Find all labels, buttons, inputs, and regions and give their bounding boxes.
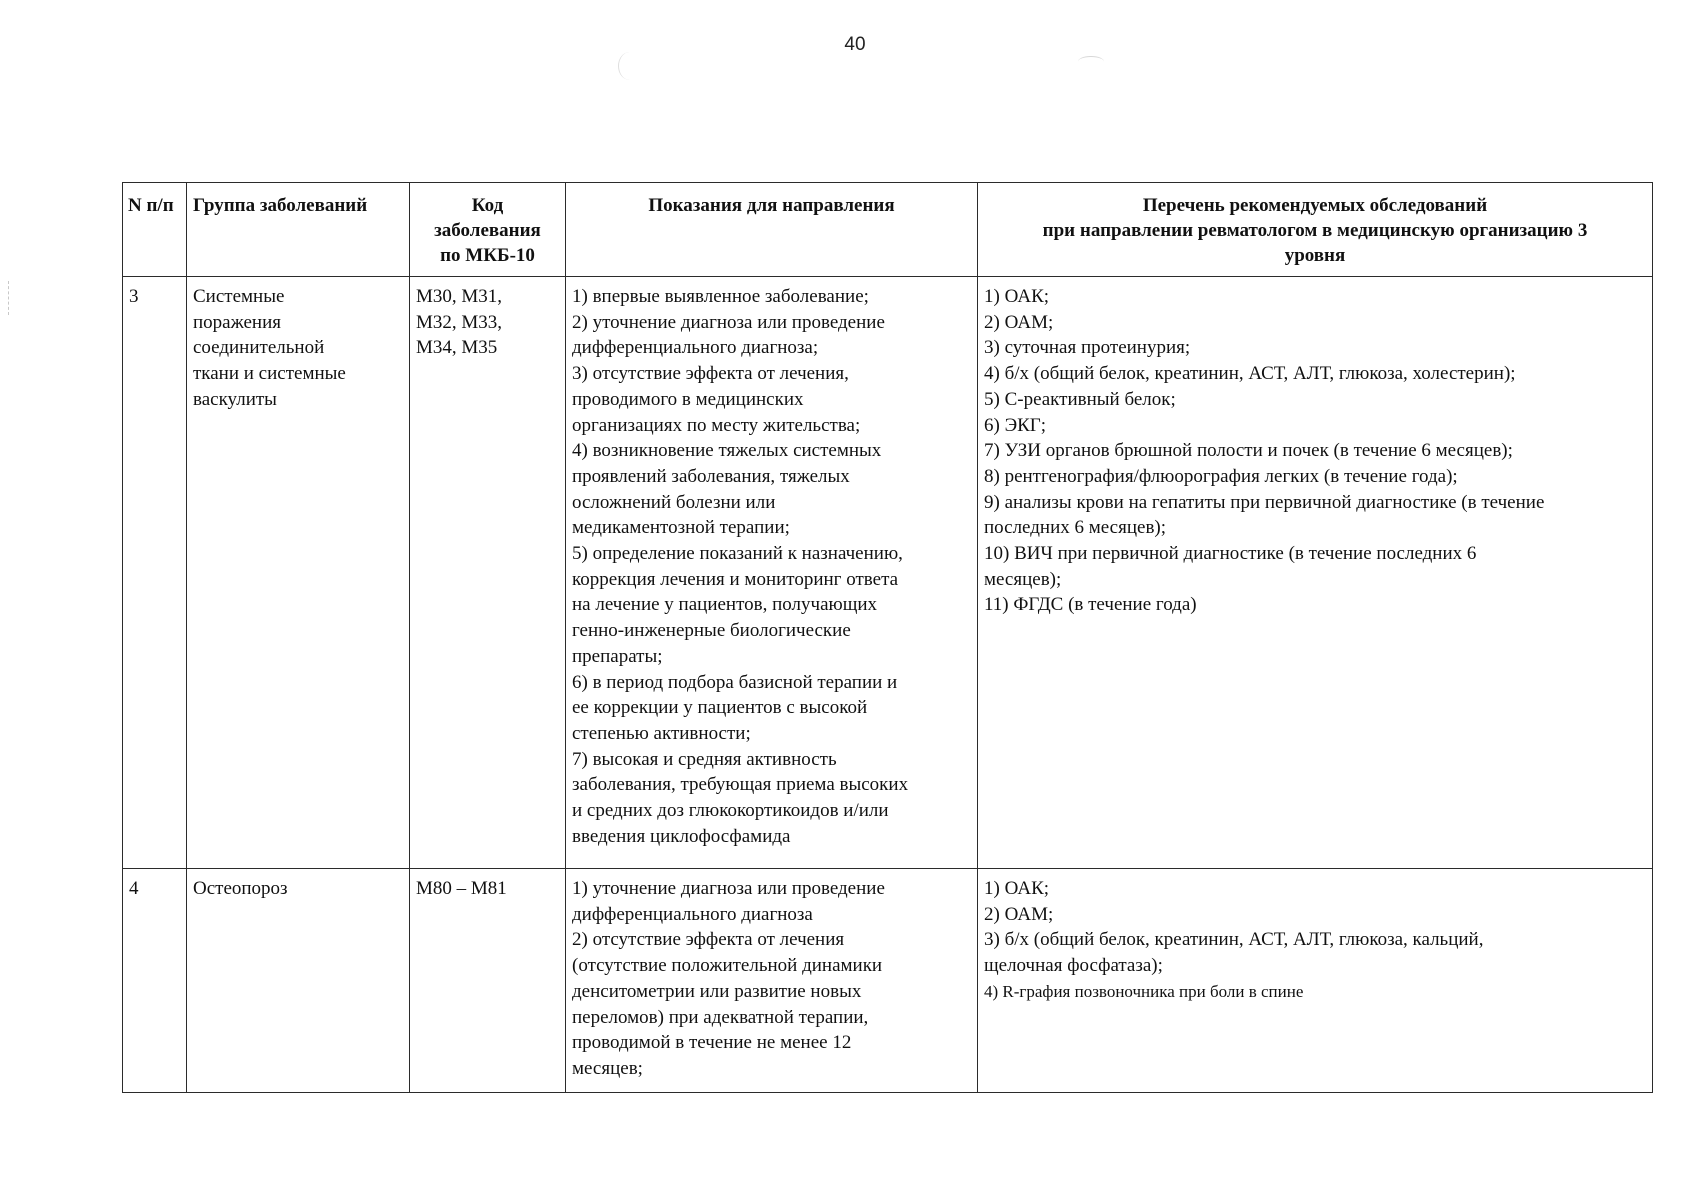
indication-line: введения циклофосфамида [572, 825, 791, 847]
exam-line: 1) ОАК; [984, 286, 1050, 307]
referral-table [122, 182, 1653, 1093]
indication-line: дифференциального диагноза; [572, 337, 819, 359]
header-num: N п/п [123, 183, 187, 277]
indication-line: коррекция лечения и мониторинг ответа [572, 568, 899, 590]
row-indications [566, 869, 978, 1093]
indication-line: медикаментозной терапии; [572, 517, 790, 539]
indication-line: денситометрии или развитие новых [572, 980, 862, 1002]
header-indications: Показания для направления [566, 183, 978, 277]
indication-line: проводимой в течение не менее 12 [572, 1032, 852, 1054]
header-code [410, 183, 566, 277]
code-line: М30, М31, [416, 286, 503, 307]
exam-line: щелочная фосфатаза); [984, 955, 1163, 977]
indication-line: осложнений болезни или [572, 491, 776, 513]
row-group [187, 869, 410, 1093]
exam-line: 2) ОАМ; [984, 311, 1054, 333]
exam-line: 5) С-реактивный белок; [984, 388, 1176, 410]
scan-artifact [8, 281, 10, 315]
indication-line: и средних доз глюкокортикоидов и/или [572, 800, 889, 822]
row-exams [978, 869, 1653, 1093]
indication-line: (отсутствие положительной динамики [572, 955, 883, 977]
indication-line: проявлений заболевания, тяжелых [572, 465, 850, 487]
header-group: Группа заболеваний [187, 183, 410, 277]
row-num: 4 [123, 869, 187, 1093]
group-line: соединительной [193, 337, 325, 359]
header-code-line: по МКБ-10 [440, 245, 535, 266]
row-code [410, 869, 566, 1093]
exam-line: 10) ВИЧ при первичной диагностике (в течение последних 6 [984, 543, 1477, 565]
header-exams-line: при направлении ревматологом в медицинскую организацию 3 [1042, 220, 1588, 241]
indication-line: 6) в период подбора базисной терапии и [572, 671, 898, 693]
indication-line: на лечение у пациентов, получающих [572, 594, 877, 616]
scan-artifact [618, 52, 641, 80]
exam-line: 3) суточная протеинурия; [984, 337, 1191, 359]
exam-line: 8) рентгенография/флюорография легких (в течение года); [984, 465, 1458, 487]
header-code-line: Код [471, 195, 504, 216]
table-row [123, 869, 1653, 1093]
exam-line: 11) ФГДС (в течение года) [984, 594, 1197, 616]
row-code [410, 277, 566, 869]
indication-line: 5) определение показаний к назначению, [572, 543, 903, 565]
exam-line: 1) ОАК; [984, 878, 1050, 899]
exam-line: месяцев); [984, 568, 1062, 590]
page-number: 40 [844, 34, 866, 55]
exam-line: последних 6 месяцев); [984, 517, 1167, 539]
group-line: Остеопороз [193, 878, 288, 899]
indication-line: степенью активности; [572, 722, 751, 744]
indication-line: 1) впервые выявленное заболевание; [572, 286, 869, 307]
code-line: М80 – М81 [416, 878, 507, 899]
group-line: ткани и системные [193, 363, 346, 385]
indication-line: 2) уточнение диагноза или проведение [572, 311, 885, 333]
exam-line: 9) анализы крови на гепатиты при первичной диагностике (в течение [984, 491, 1545, 513]
exam-line: 2) ОАМ; [984, 903, 1054, 925]
indication-line: 1) уточнение диагноза или проведение [572, 878, 885, 899]
exam-line: 7) УЗИ органов брюшной полости и почек (в течение 6 месяцев); [984, 440, 1513, 462]
exam-line: 6) ЭКГ; [984, 414, 1047, 436]
indication-line: 7) высокая и средняя активность [572, 748, 837, 770]
header-exams-line: уровня [1284, 245, 1346, 266]
group-line: Системные [193, 286, 285, 307]
indication-line: генно-инженерные биологические [572, 620, 851, 642]
header-exams [978, 183, 1653, 277]
exam-line: 3) б/х (общий белок, креатинин, АСТ, АЛТ, глюкоза, кальций, [984, 929, 1484, 951]
exam-line: 4) б/х (общий белок, креатинин, АСТ, АЛТ, глюкоза, холестерин); [984, 363, 1516, 385]
row-exams [978, 277, 1653, 869]
indication-line: организациях по месту жительства; [572, 414, 861, 436]
indication-line: ее коррекции у пациентов с высокой [572, 697, 868, 719]
row-indications [566, 277, 978, 869]
indication-line: проводимого в медицинских [572, 388, 804, 410]
indication-line: дифференциального диагноза [572, 903, 813, 925]
exam-line-small: 4) R-графия позвоночника при боли в спине [984, 981, 1304, 1001]
indication-line: 2) отсутствие эффекта от лечения [572, 929, 845, 951]
scan-artifact [1078, 56, 1104, 67]
row-num: 3 [123, 277, 187, 869]
row-group [187, 277, 410, 869]
group-line: поражения [193, 311, 281, 333]
table-row [123, 277, 1653, 869]
header-exams-line: Перечень рекомендуемых обследований [1142, 195, 1488, 216]
table-header-row [123, 183, 1653, 277]
indication-line: 3) отсутствие эффекта от лечения, [572, 363, 849, 385]
indication-line: месяцев; [572, 1057, 643, 1079]
indication-line: 4) возникновение тяжелых системных [572, 440, 882, 462]
indication-line: переломов) при адекватной терапии, [572, 1006, 869, 1028]
group-line: васкулиты [193, 388, 277, 410]
code-line: М34, М35 [416, 337, 498, 359]
indication-line: заболевания, требующая приема высоких [572, 774, 909, 796]
code-line: М32, М33, [416, 311, 503, 333]
header-code-line: заболевания [434, 220, 541, 241]
indication-line: препараты; [572, 645, 663, 667]
